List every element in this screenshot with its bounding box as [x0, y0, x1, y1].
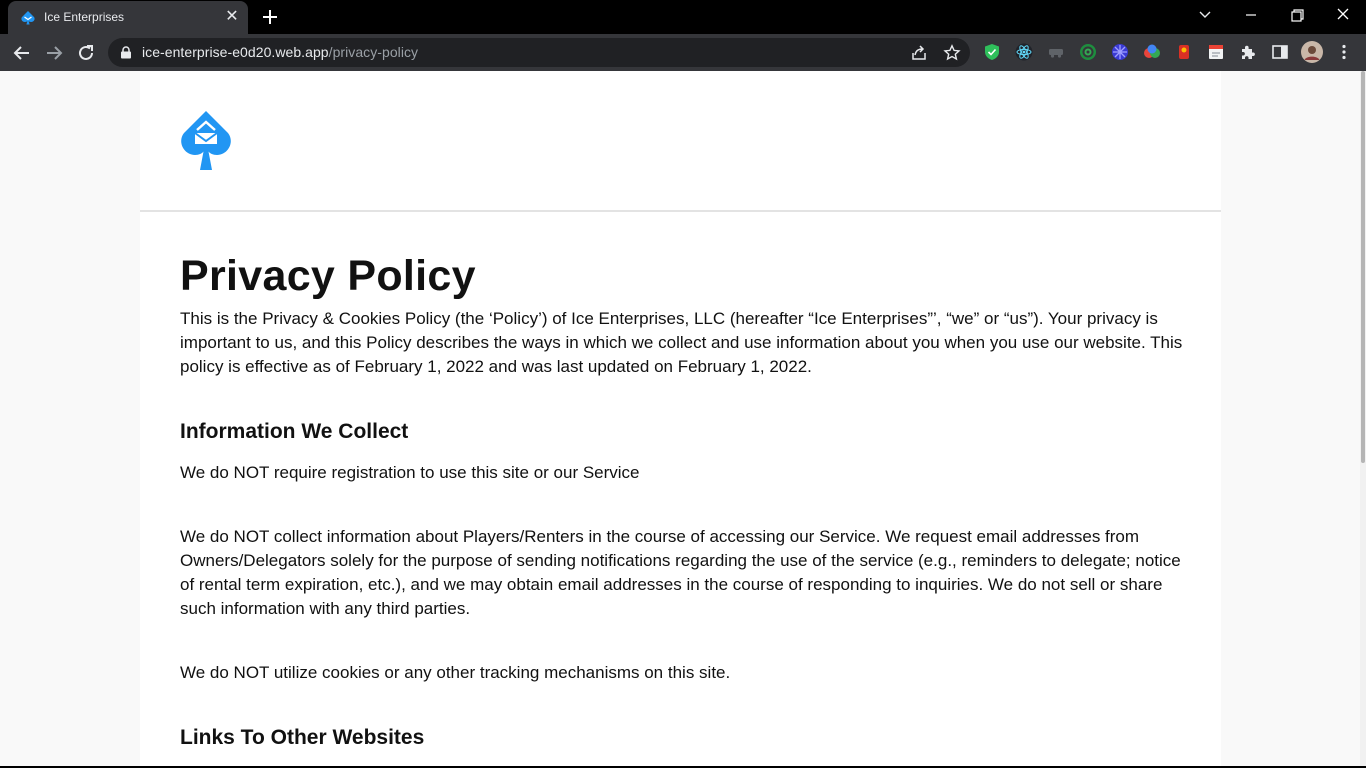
address-bar[interactable] — [108, 38, 970, 67]
forward-icon[interactable] — [42, 41, 66, 65]
new-tab-icon[interactable] — [259, 6, 281, 28]
section-heading-information: Information We Collect — [180, 420, 409, 443]
minimize-icon[interactable] — [1237, 4, 1265, 26]
reload-icon[interactable] — [74, 41, 98, 65]
tab-search-icon[interactable] — [1191, 4, 1219, 26]
menu-icon[interactable] — [1335, 43, 1353, 61]
sparkle-extension-icon[interactable] — [1111, 43, 1129, 61]
notes-extension-icon[interactable] — [1207, 43, 1225, 61]
badge-extension-icon[interactable] — [1175, 43, 1193, 61]
policy-content — [180, 251, 1190, 753]
ice-enterprises-logo[interactable] — [180, 111, 232, 171]
paragraph-collection: We do NOT collect information about Players/Renters in the course of accessing our Service. We request email addresses from Owners/Delegators solely for the purpose of sending notifications regarding the use of the service (e.g., reminders to delegate; notice of rental term expiration, etc.), and we may obtain email addresses in the course of responding to inquiries. We do not sell or share such information with any third parties. — [180, 527, 1181, 618]
content-card — [140, 71, 1221, 768]
tab-title: Ice Enterprises — [44, 10, 125, 24]
section-heading-links: Links To Other Websites — [180, 726, 425, 749]
browser-tab[interactable] — [8, 1, 248, 34]
url-path: /privacy-policy — [328, 44, 419, 60]
vehicle-extension-icon[interactable] — [1047, 43, 1065, 61]
restore-icon[interactable] — [1283, 4, 1311, 26]
url-host: ice-enterprise-e0d20.web.app — [142, 44, 329, 60]
intro-paragraph: This is the Privacy & Cookies Policy (the ‘Policy’) of Ice Enterprises, LLC (hereafter “Ice Enterprises”’, “we” or “us”). Your privacy is important to us, and this Policy describes the ways in which we collect and use information about you when you use our website. This policy is effective as of February 1, 2022 and was last updated on February 1, 2022. — [180, 309, 1183, 376]
header-divider — [140, 210, 1221, 212]
profile-avatar[interactable] — [1301, 41, 1323, 63]
browser-toolbar — [0, 34, 1366, 71]
back-icon[interactable] — [10, 41, 34, 65]
side-panel-icon[interactable] — [1271, 43, 1289, 61]
star-icon[interactable] — [943, 44, 961, 62]
lock-icon[interactable] — [120, 46, 132, 59]
ice-enterprises-favicon — [20, 10, 36, 26]
page-viewport — [0, 71, 1366, 768]
paragraph-cookies: We do NOT utilize cookies or any other tracking mechanisms on this site. — [180, 663, 731, 682]
tab-close-icon[interactable]: ✕ — [225, 8, 239, 25]
close-window-icon[interactable] — [1329, 4, 1357, 26]
scrollbar-thumb[interactable] — [1361, 71, 1365, 463]
react-devtools-icon[interactable] — [1015, 43, 1033, 61]
target-extension-icon[interactable] — [1079, 43, 1097, 61]
shield-extension-icon[interactable] — [983, 43, 1001, 61]
colorful-extension-icon[interactable] — [1143, 43, 1161, 61]
extensions-icon[interactable] — [1239, 43, 1257, 61]
page-title: Privacy Policy — [180, 252, 476, 300]
share-icon[interactable] — [910, 44, 928, 62]
tab-strip — [0, 0, 1366, 34]
url-text[interactable] — [142, 44, 418, 60]
paragraph-registration: We do NOT require registration to use this site or our Service — [180, 463, 640, 482]
